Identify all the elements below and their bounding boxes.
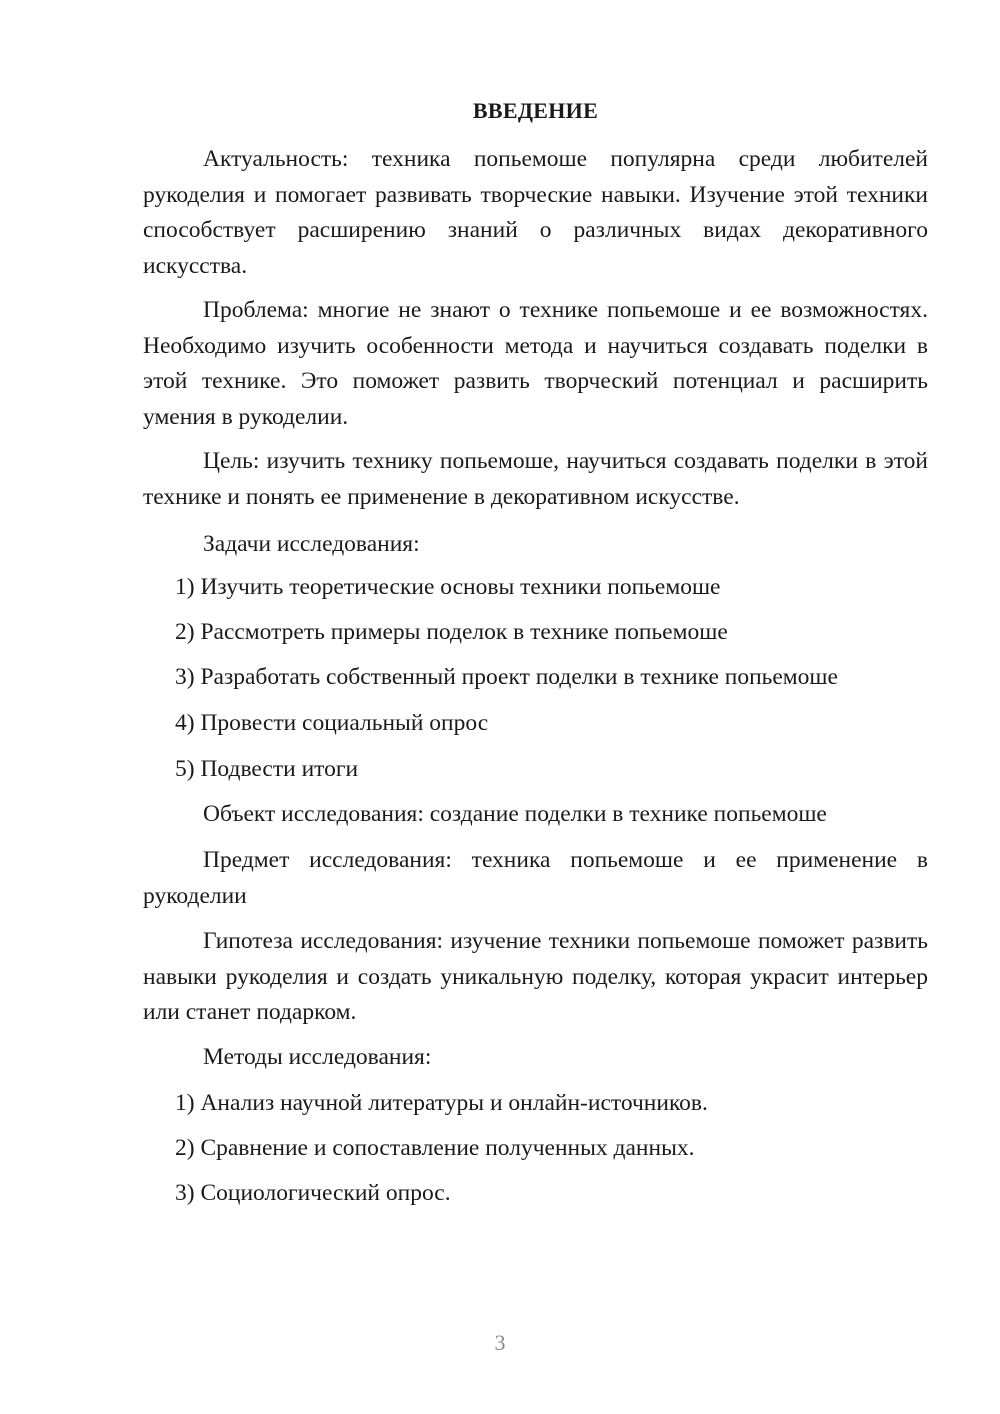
method-item: 1) Анализ научной литературы и онлайн-источников. (175, 1090, 708, 1116)
goal-paragraph: Цель: изучить технику попьемоше, научиться создавать поделки в этой технике и понять ее применение в декоративном искусстве. (143, 448, 928, 510)
object-line: Объект исследования: создание поделки в технике попьемоше (203, 801, 827, 827)
task-item: 3) Разработать собственный проект поделки в технике попьемоше (175, 664, 838, 690)
tasks-heading: Задачи исследования: (203, 531, 420, 557)
problem-paragraph: Проблема: многие не знают о технике попьемоше и ее возможностях. Необходимо изучить особенности метода и научиться создавать поделки в этой технике. Это поможет развить творческий потенциал и расширить умения в рукоделии. (143, 297, 928, 430)
task-item: 2) Рассмотреть примеры поделок в технике попьемоше (175, 619, 728, 645)
task-item: 5) Подвести итоги (175, 756, 359, 782)
page-number: 3 (494, 1330, 506, 1355)
method-item: 2) Сравнение и сопоставление полученных данных. (175, 1135, 695, 1161)
task-item: 1) Изучить теоретические основы техники попьемоше (175, 574, 721, 600)
section-title: ВВЕДЕНИЕ (472, 98, 599, 123)
relevance-paragraph: Актуальность: техника попьемоше популярна среди любителей рукоделия и помогает развивать творческие навыки. Изучение этой техники способствует расширению знаний о различных видах декоративного искусства. (143, 146, 928, 279)
methods-heading: Методы исследования: (203, 1044, 432, 1070)
method-item: 3) Социологический опрос. (175, 1180, 451, 1206)
subject-paragraph: Предмет исследования: техника попьемоше и ее применение в рукоделии (143, 847, 928, 909)
task-item: 4) Провести социальный опрос (175, 710, 489, 736)
hypothesis-paragraph: Гипотеза исследования: изучение техники попьемоше поможет развить навыки рукоделия и создать уникальную поделку, которая украсит интерьер или станет подарком. (143, 928, 928, 1025)
